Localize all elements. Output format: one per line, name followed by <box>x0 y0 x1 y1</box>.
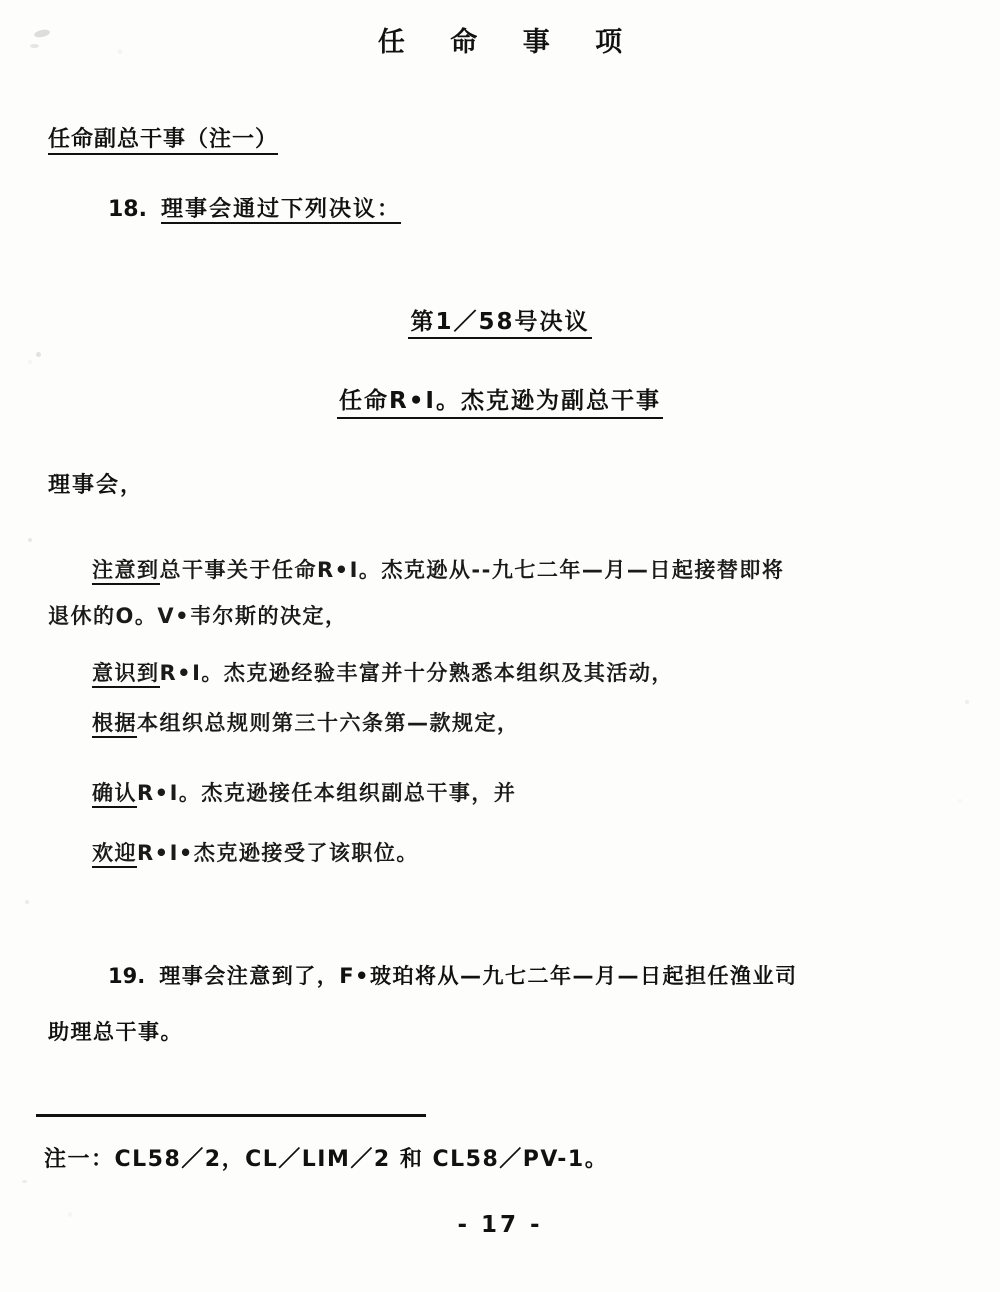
clause-aware <box>92 650 674 696</box>
footnote-separator <box>36 1114 426 1117</box>
clause-text: 本组织总规则第三十六条第—款规定， <box>137 711 520 735</box>
clause-text: R•I•杰克逊接受了该职位。 <box>137 841 419 865</box>
clause-lead-word: 确认 <box>92 781 137 808</box>
page-title: 任 命 事 项 <box>377 27 641 58</box>
clause-lead-word: 意识到 <box>92 661 160 688</box>
resolution-number <box>0 303 1000 336</box>
clause-welcome <box>92 830 419 876</box>
paragraph-18 <box>108 192 401 223</box>
clause-noting <box>48 547 972 628</box>
section-heading-text: 任命副总干事（注一） <box>48 127 278 155</box>
paragraph-19 <box>48 948 988 1044</box>
footnote: 注一：CL58／2，CL／LIM／2 和 CL58／PV-1。 <box>44 1147 609 1172</box>
resolution-title-text: 任命R•I。杰克逊为副总干事 <box>337 388 663 419</box>
clause-continuation: 退休的О。V•韦尔斯的决定， <box>48 604 348 628</box>
clause-confirm <box>92 770 516 816</box>
paragraph-19-number: 19. <box>108 964 146 988</box>
section-heading <box>48 122 278 153</box>
clause-lead-word: 欢迎 <box>92 841 137 868</box>
clause-text: R•I。杰克逊接任本组织副总干事，并 <box>137 781 517 805</box>
clause-lead-word: 根据 <box>92 711 137 738</box>
resolution-addressee: 理事会， <box>48 473 145 498</box>
paragraph-19-continuation: 助理总干事。 <box>48 1020 183 1044</box>
paragraph-19-text: 理事会注意到了，F•玻珀将从—九七二年—月—日起担任渔业司 <box>159 964 798 988</box>
page-number: - 17 - <box>457 1212 543 1238</box>
paragraph-18-number: 18. <box>108 197 147 222</box>
clause-lead-word: 注意到 <box>92 558 160 585</box>
clause-text: 总干事关于任命R•I。杰克逊从--九七二年—月—日起接替即将 <box>159 558 785 582</box>
resolution-number-text: 第1／58号决议 <box>408 309 591 339</box>
resolution-title <box>0 382 1000 415</box>
clause-pursuant <box>92 700 520 746</box>
clause-text: R•I。杰克逊经验丰富并十分熟悉本组织及其活动， <box>159 661 674 685</box>
paragraph-18-text: 理事会通过下列决议： <box>160 197 401 222</box>
